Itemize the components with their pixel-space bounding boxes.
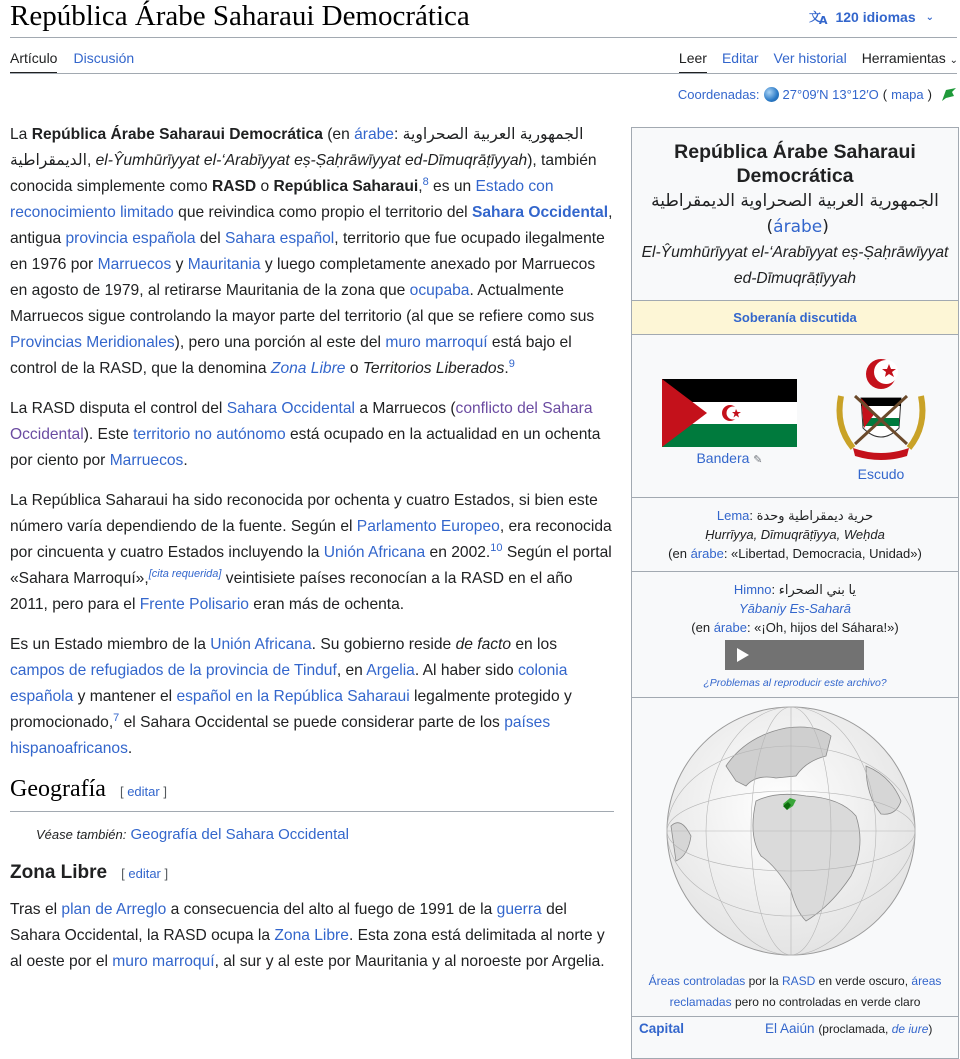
text-run: . Su gobierno reside [311,636,456,653]
text-run: Territorios Liberados [362,360,505,377]
inline-link[interactable]: Unión Africana [210,636,312,653]
text-run: eran más de ochenta. [248,596,405,613]
map-close-paren: ) [927,87,932,102]
text-run: en los [511,636,557,653]
inline-link[interactable]: Áreas controladas [648,974,746,988]
audio-player[interactable] [725,640,864,670]
text-run: en verde oscuro, [815,974,912,988]
text-run: . [183,452,188,469]
heading-zona-libre [10,860,614,887]
inline-link[interactable]: Provincias Meridionales [10,334,175,351]
flag-image[interactable] [662,379,797,447]
inline-link[interactable]: muro marroquí [112,953,215,970]
infobox [631,127,959,1059]
paragraph-zona-libre [10,897,614,975]
location-globe-map[interactable] [666,706,916,956]
tab-history[interactable]: Ver historial [773,50,847,66]
text-run: en 2002. [425,544,491,561]
language-selector[interactable] [809,9,934,25]
capital-note-prefix: (proclamada, [818,1022,892,1036]
inline-link[interactable]: muro marroquí [385,334,488,351]
text-run: . Actualmente Marruecos sigue controlando la mayor parte del territorio (al que se refiere como sus [10,282,595,325]
text-run: y [171,256,188,273]
infobox-arabic-name: الجمهورية العربية الصحراوية الديمقراطية (árabe) [651,191,939,237]
text-run: y luego completamente anexado por Marruecos en agosto de 1979, al retirarse Mauritania de la zona que [10,256,596,299]
text-run: del Sahara Occidental, la RASD ocupa la [10,901,567,944]
text-run: por la [745,974,782,988]
chevron-down-icon: ⌄ [949,55,958,66]
text-run: RASD [211,178,257,195]
anthem-section: Himno: يا بني الصحراء Yābaniy Es-Saharā (en árabe: «¡Oh, hijos del Sáhara!») [632,571,958,707]
text-run: La RASD disputa el control del [10,400,227,417]
edit-link[interactable]: editar [128,866,161,881]
text-run: La [10,126,32,143]
tools-label: Herramientas [861,50,946,66]
edit-section-geography: [ editar ] [119,784,167,799]
audio-help-link[interactable]: ¿Problemas al reproducir este archivo? [703,677,887,689]
paragraph-intro [10,122,614,382]
namespace-tabs [10,50,134,74]
coordinates-value[interactable]: 27°09′N 13°12′O [782,87,879,102]
citation-ref[interactable]: 9 [508,357,515,370]
motto-translation-prefix: (en [668,546,691,561]
arabic-language-link[interactable]: árabe [773,217,823,237]
text-run: , antigua [10,204,613,247]
pencil-icon: ✎ [753,454,763,466]
see-also-link[interactable]: Geografía del Sahara Occidental [130,826,349,843]
inline-link[interactable]: guerra [496,901,542,918]
text-run: , territorio que fue ocupado ilegalmente en 1976 por [10,230,605,273]
inline-link[interactable]: ocupaba [409,282,470,299]
languages-label: 120 idiomas [835,9,916,25]
text-run: a Marruecos ( [355,400,456,417]
text-run: o [345,360,363,377]
motto-translation: : «Libertad, Democracia, Unidad») [723,546,922,561]
anthem-arabic: يا بني الصحراء [778,582,857,597]
text-run: . Al haber sido [414,662,518,679]
motto-section: Lema: حرية ديمقراطية وحدة Ḥurrīyya, Dīmuqrāṭīyya, Weḥda (en árabe: «Libertad, Democracia, Unidad») [632,497,958,563]
edit-section-zona-libre: [ editar ] [121,866,169,881]
tab-edit[interactable]: Editar [721,50,759,66]
article-body [10,122,614,989]
text-run: legalmente protegido y promocionado, [10,688,572,731]
inline-link[interactable]: RASD [781,974,816,988]
text-run: que reivindica como propio el territorio del [173,204,472,221]
inline-link[interactable]: provincia española [65,230,196,247]
motto-language-link[interactable]: árabe [690,546,724,561]
location-map-icon[interactable] [940,86,958,102]
text-run: ). Este [83,426,134,443]
coordinates-label[interactable]: Coordenadas: [677,87,760,102]
heading-geography [10,776,614,812]
text-run: , en [336,662,367,679]
inline-link[interactable]: Marruecos [97,256,172,273]
heading-zona-libre-text: Zona Libre [10,862,108,883]
inline-link[interactable]: campos de refugiados de la provincia de Tinduf [10,662,337,679]
text-run: de facto [455,636,512,653]
paragraph-dispute [10,396,614,474]
page-title: República Árabe Saharaui Democrática [10,0,470,32]
paragraph-recognition [10,488,614,618]
inline-link[interactable]: Argelia [366,662,415,679]
infobox-transliteration: El-Ŷumhūrīyyat el-‘Arabīyyat eṣ-Ṣaḥrāwīyyat ed-Dīmuqrāṭīyyah [641,244,949,287]
text-run: ), también conocida simplemente como [10,152,597,195]
map-caption [638,971,952,1013]
text-run: , [418,178,423,195]
inline-link[interactable]: Zona Libre [274,927,349,944]
text-run: el Sahara Occidental se puede considerar parte de los [119,714,505,731]
text-run: . Esta zona está delimitada al norte y al oeste por el [10,927,605,970]
text-run: pero no controladas en verde claro [731,995,921,1009]
see-also [10,822,614,848]
coordinates [678,87,932,102]
citation-ref[interactable]: 8 [422,175,429,188]
coat-of-arms-image[interactable] [831,356,931,464]
svg-text:文: 文 [809,10,822,24]
text-run: , era reconocida por cincuenta y cuatro Estados incluyendo la [10,518,612,561]
coat-of-arms-caption[interactable]: Escudo [857,466,905,482]
sovereignty-band[interactable]: Soberanía discutida [632,300,958,335]
motto-arabic: حرية ديمقراطية وحدة [756,508,874,523]
text-run: Es un Estado miembro de la [10,636,211,653]
capital-note-suffix: ) [928,1022,933,1036]
infobox-title: República Árabe Saharaui Democrática [674,141,916,187]
tab-read[interactable]: Leer [679,50,707,74]
map-open-paren: ( [882,87,888,102]
inline-link[interactable]: Parlamento Europeo [356,518,500,535]
tools-menu[interactable] [862,50,958,74]
citation-ref[interactable]: [cita requerida] [148,567,222,580]
inline-link[interactable]: Frente Polisario [139,596,249,613]
svg-text:A: A [819,14,828,25]
text-run: y mantener el [73,688,177,705]
tab-discussion[interactable]: Discusión [73,50,135,66]
motto-transliteration: Ḥurrīyya, Dīmuqrāṭīyya, Weḥda [705,527,885,542]
text-run: está bajo el control de la RASD, que la denomina [10,334,572,377]
anthem-label[interactable]: Himno [733,582,772,597]
map-link[interactable]: mapa [891,87,924,102]
flag-caption[interactable] [662,450,797,466]
translate-icon [809,9,829,25]
anthem-transliteration-link[interactable]: Yābaniy Es-Saharā [738,601,851,616]
chevron-down-icon: ⌄ [925,11,934,23]
citation-ref[interactable]: 10 [490,541,503,554]
text-run: Tras el [10,901,62,918]
text-run: Según el portal «Sahara Marroquí», [10,544,612,587]
inline-link[interactable]: español en la República Saharaui [176,688,410,705]
view-tabs [679,50,958,74]
inline-link[interactable]: Mauritania [187,256,261,273]
inline-link[interactable]: conflicto del Sahara Occidental [10,400,593,443]
flag-caption-text: Bandera [696,450,750,466]
text-run: el-Ŷumhūrīyyat el-‘Arabīyyat eṣ-Ṣaḥrāwīyyat ed-Dīmuqrāṭīyyah [95,152,528,169]
globe-icon [764,87,779,102]
capital-link[interactable]: El Aaiún [765,1021,815,1036]
text-run: veintisiete países reconocían a la RASD en el año 2011, pero para el [10,570,573,613]
citation-ref[interactable]: 7 [113,711,120,724]
capital-label[interactable]: Capital [639,1021,685,1036]
edit-link[interactable]: editar [127,784,160,799]
capital-row [632,1016,958,1059]
anthem-translation-prefix: (en [691,620,714,635]
text-run: a consecuencia del alto al fuego de 1991 de la [166,901,497,918]
see-also-label: Véase también: [36,827,127,842]
paragraph-au-membership [10,632,614,762]
inline-link[interactable]: Sahara Occidental [226,400,355,417]
text-run: . [504,360,509,377]
motto-label[interactable]: Lema [716,508,750,523]
play-icon[interactable] [725,640,755,670]
text-run: , al sur y al este por Mauritania y al noroeste por Argelia. [214,953,605,970]
anthem-language-link[interactable]: árabe [713,620,747,635]
inline-link[interactable]: Sahara español [225,230,335,247]
inline-link[interactable]: territorio no autónomo [133,426,286,443]
inline-link[interactable]: colonia española [10,662,568,705]
text-run: República Saharaui [273,178,419,195]
tab-article[interactable]: Artículo [10,50,57,74]
inline-link[interactable]: plan de Arreglo [61,901,167,918]
text-run: ), pero una porción al este del [174,334,386,351]
inline-link[interactable]: Unión Africana [323,544,426,561]
text-run: : الجمهورية العربية الصحراوية الديمقراطية, [10,126,584,169]
inline-link[interactable]: árabe [354,126,394,143]
inline-link[interactable]: países hispanoafricanos [10,714,551,757]
text-run: del [195,230,226,247]
text-run: . [127,740,133,757]
inline-link[interactable]: Marruecos [109,452,184,469]
arabic-name-text: الجمهورية العربية الصحراوية الديمقراطية [651,191,939,211]
text-run: La República Saharaui ha sido reconocida por ochenta y cuatro Estados, si bien este número varía dependiendo de la fuente. Según el [10,492,598,535]
inline-link[interactable]: áreas reclamadas [669,974,942,1009]
inline-link[interactable]: Estado con reconocimiento limitado [10,178,554,221]
heading-geography-text: Geografía [10,776,106,802]
de-iure-link[interactable]: de iure [891,1022,929,1036]
text-run: o [256,178,274,195]
text-run: República Árabe Saharaui Democrática [31,126,323,143]
text-run: está ocupado en la actualidad en un ochenta por ciento por [10,426,601,469]
anthem-translation: : «¡Oh, hijos del Sáhara!») [746,620,899,635]
text-run: es un [428,178,476,195]
inline-link[interactable]: Sahara Occidental [471,204,609,221]
text-run: (en [322,126,355,143]
inline-link[interactable]: Zona Libre [270,360,346,377]
